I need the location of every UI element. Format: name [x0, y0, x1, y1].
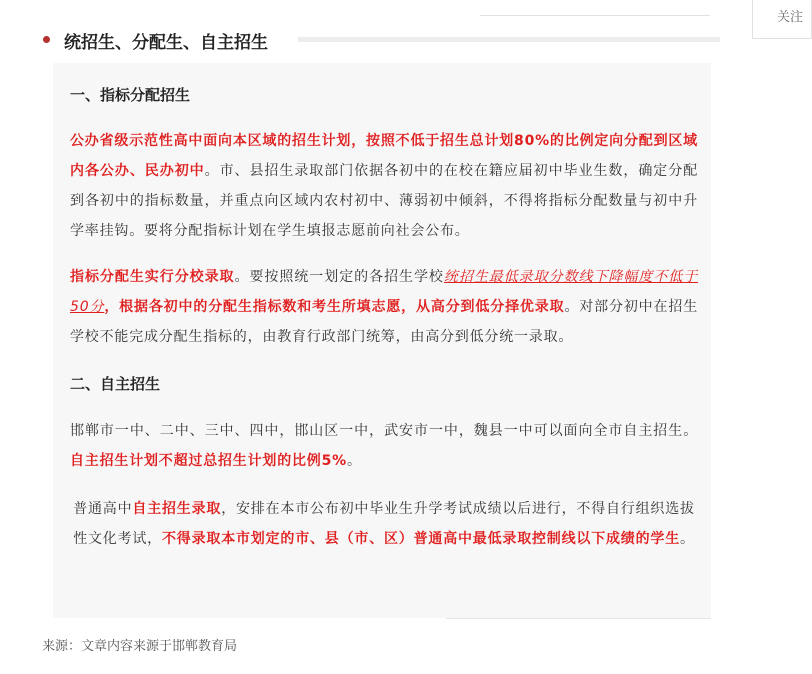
- section-header: [40, 26, 730, 54]
- part1-paragraph-2: [70, 262, 698, 352]
- part2-p2-text-3: 。: [680, 531, 695, 547]
- part2-p2-text-1: 普通高中: [73, 501, 133, 517]
- top-divider: [480, 15, 710, 16]
- part2-p1-emphasis: 自主招生计划不超过总招生计划的比例5%: [70, 453, 347, 469]
- section-rule: [298, 37, 720, 42]
- part1-p2-text-1: 。要按照统一划定的各招生学校: [234, 269, 444, 285]
- part1-p2-text-2: 。对部分初中在招生学校不能完成分配生指标的，由教育行政部门统筹，由高分到低分统一录取。: [70, 299, 698, 345]
- section-title: 统招生、分配生、自主招生: [64, 33, 268, 53]
- part2-heading: 二、自主招生: [70, 375, 161, 393]
- part1-heading: 一、指标分配招生: [70, 86, 191, 104]
- score-line-link[interactable]: 统招生最低录取分数线下降幅度不低于50分: [70, 269, 698, 315]
- part2-p2-text-2: ，安排在本市公布初中毕业生升学考试成绩以后进行，不得自行组织选拔性文化考试，: [73, 501, 695, 547]
- source-note: 来源：文章内容来源于邯郸教育局: [42, 639, 238, 654]
- part1-p1-text: 。市、县招生录取部门依据各初中的在校在籍应届初中毕业生数，确定分配到各初中的指标数量，并重点向区域内农村初中、薄弱初中倾斜，不得将指标分配数量与初中升学率挂钩。要将分配指标计划在学生填报志愿前向社会公布。: [70, 163, 698, 239]
- part2-p2-emphasis-2: 不得录取本市划定的市、县（市、区）普通高中最低录取控制线以下成绩的学生: [162, 531, 680, 547]
- follow-button[interactable]: [752, 0, 812, 39]
- part2-paragraph-2: [70, 494, 698, 554]
- part2-paragraph-1: [70, 416, 698, 476]
- part1-p2-emphasis-2: ，根据各初中的分配生指标数和考生所填志愿，从高分到低分择优录取: [104, 299, 565, 315]
- panel-divider: [446, 618, 711, 619]
- follow-label: 关注: [777, 10, 804, 25]
- bullet-dot-icon: [43, 36, 50, 43]
- part2-p2-emphasis-1: 自主招生录取: [132, 501, 222, 517]
- part2-p1-text-2: 。: [346, 453, 362, 469]
- part1-p1-emphasis: 公办省级示范性高中面向本区域的招生计划，按照不低于招生总计划80%的比例定向分配到区域内各公办、民办初中: [70, 133, 698, 179]
- part2-p1-text-1: 邯郸市一中、二中、三中、四中，邯山区一中，武安市一中，魏县一中可以面向全市自主招生。: [70, 423, 698, 439]
- part1-paragraph-1: [70, 126, 698, 246]
- part1-p2-emphasis-1: 指标分配生实行分校录取: [70, 269, 235, 285]
